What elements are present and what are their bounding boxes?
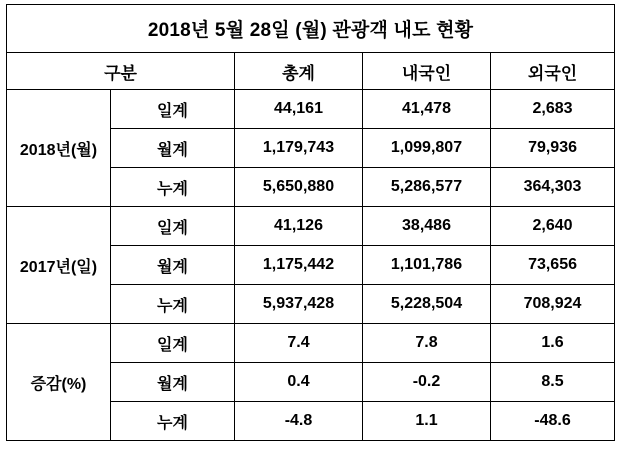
value-domestic: 41,478 — [363, 90, 491, 129]
value-domestic: 7.8 — [363, 324, 491, 363]
table-row — [7, 207, 615, 246]
value-domestic: 1,101,786 — [363, 246, 491, 285]
value-foreign: 364,303 — [491, 168, 615, 207]
table-row — [7, 90, 615, 129]
value-total: 5,650,880 — [235, 168, 363, 207]
value-domestic: 5,286,577 — [363, 168, 491, 207]
column-header-domestic: 내국인 — [363, 53, 491, 90]
column-header-total: 총계 — [235, 53, 363, 90]
group-label-2018: 2018년(월) — [7, 90, 111, 207]
value-foreign: 8.5 — [491, 363, 615, 402]
value-total: 5,937,428 — [235, 285, 363, 324]
column-header-category: 구분 — [7, 53, 235, 90]
value-total: 44,161 — [235, 90, 363, 129]
group-label-2017: 2017년(일) — [7, 207, 111, 324]
sub-label: 일계 — [111, 90, 235, 129]
sub-label: 일계 — [111, 207, 235, 246]
value-foreign: 2,640 — [491, 207, 615, 246]
value-total: 41,126 — [235, 207, 363, 246]
value-foreign: 79,936 — [491, 129, 615, 168]
sub-label: 월계 — [111, 129, 235, 168]
value-domestic: 1,099,807 — [363, 129, 491, 168]
title-row — [7, 5, 615, 53]
value-domestic: -0.2 — [363, 363, 491, 402]
value-domestic: 1.1 — [363, 402, 491, 441]
value-foreign: -48.6 — [491, 402, 615, 441]
table-row — [7, 324, 615, 363]
value-total: 7.4 — [235, 324, 363, 363]
sub-label: 월계 — [111, 246, 235, 285]
value-foreign: 73,656 — [491, 246, 615, 285]
value-domestic: 5,228,504 — [363, 285, 491, 324]
value-total: 1,179,743 — [235, 129, 363, 168]
tourist-arrivals-table — [6, 4, 615, 441]
column-header-foreign: 외국인 — [491, 53, 615, 90]
group-label-change: 증감(%) — [7, 324, 111, 441]
value-total: -4.8 — [235, 402, 363, 441]
value-domestic: 38,486 — [363, 207, 491, 246]
value-total: 0.4 — [235, 363, 363, 402]
value-foreign: 2,683 — [491, 90, 615, 129]
value-total: 1,175,442 — [235, 246, 363, 285]
sub-label: 누계 — [111, 285, 235, 324]
page-title: 2018년 5월 28일 (월) 관광객 내도 현황 — [7, 5, 615, 53]
sub-label: 누계 — [111, 402, 235, 441]
value-foreign: 1.6 — [491, 324, 615, 363]
header-row — [7, 53, 615, 90]
sub-label: 일계 — [111, 324, 235, 363]
value-foreign: 708,924 — [491, 285, 615, 324]
sub-label: 월계 — [111, 363, 235, 402]
sub-label: 누계 — [111, 168, 235, 207]
